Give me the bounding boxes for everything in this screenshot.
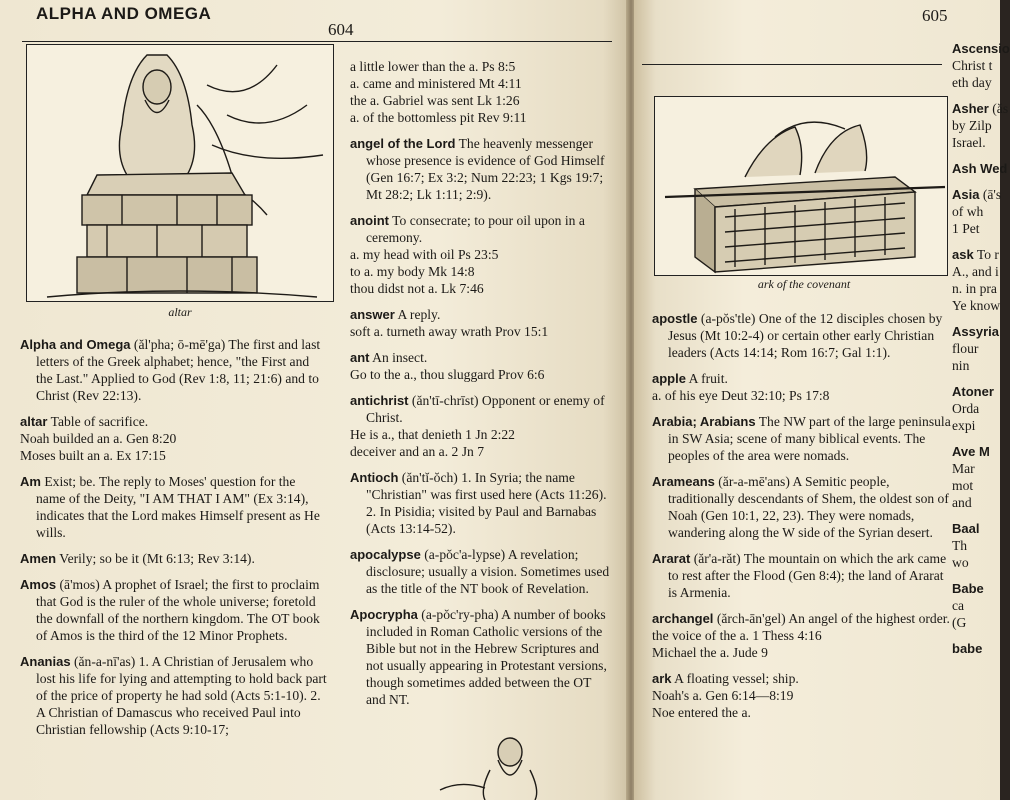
scripture-reference: the a. Gabriel was sent Lk 1:26: [350, 93, 520, 108]
scripture-reference: a. of his eye Deut 32:10; Ps 17:8: [652, 388, 830, 403]
dictionary-entry: [952, 383, 1000, 434]
right-page-right-column: [952, 40, 1010, 666]
entry-headword: Atoner: [952, 384, 994, 399]
scripture-reference: thou didst not a. Lk 7:46: [350, 281, 484, 296]
scripture-reference: Mar: [952, 461, 975, 476]
dictionary-entry: [20, 653, 328, 738]
entry-headword: Ash Wed: [952, 161, 1008, 176]
entry-headword: antichrist: [350, 393, 409, 408]
scripture-reference: expi: [952, 418, 976, 433]
scripture-reference: a. of the bottomless pit Rev 9:11: [350, 110, 527, 125]
dictionary-entry: [952, 443, 1000, 511]
entry-headword: anoint: [350, 213, 389, 228]
dictionary-entry: [952, 520, 1000, 571]
scripture-reference: A., and i: [952, 264, 999, 279]
dictionary-entry: [20, 336, 328, 404]
entry-headword: apple: [652, 371, 686, 386]
dictionary-entry: [350, 606, 612, 708]
scripture-reference: mot: [952, 478, 974, 493]
scripture-reference: ca: [952, 598, 965, 613]
dictionary-entry: [952, 640, 1000, 657]
right-column: [350, 58, 612, 717]
dictionary-entry: [350, 392, 612, 460]
entry-definition: A number of books included in Roman Catholic versions of the Bible but not in the Hebrew Scriptures and not usually appearing in Protestant versions, though sometimes added between the OT and NT.: [366, 607, 607, 707]
altar-illustration: [26, 44, 334, 302]
scripture-reference: Noah's a. Gen 6:14—8:19: [652, 688, 794, 703]
scripture-reference: (G: [952, 615, 967, 630]
entry-headword: Ananias: [20, 654, 71, 669]
entry-headword: angel of the Lord: [350, 136, 456, 151]
entry-definition: To consecrate; to pour oil upon in a ceremony.: [366, 213, 585, 245]
entry-definition: The heavenly messenger whose presence is evidence of God Himself (Gen 16:7; Ex 3:2; Num 22:23; 1 Kgs 19:7; Mt 28:2; Lk 1:11; 2:9).: [366, 136, 605, 202]
page-number-right: 605: [922, 6, 948, 25]
entry-definition: A reply.: [394, 307, 441, 322]
right-page-left-column: [652, 310, 952, 730]
altar-drawing: [27, 45, 333, 301]
dictionary-entry: [952, 323, 1000, 374]
scripture-reference: Christ t: [952, 58, 993, 73]
entry-definition: A fruit.: [685, 371, 728, 386]
scripture-reference: soft a. turneth away wrath Prov 15:1: [350, 324, 549, 339]
scripture-reference: 1 Pet: [952, 221, 980, 236]
dictionary-entry: [20, 576, 328, 644]
entry-definition: One of the 12 disciples chosen by Jesus (Mt 10:2-4) or certain other early Christian leaders (Acts 14:14; Rom 16:7; Gal 1:1).: [668, 311, 943, 360]
entry-pronunciation: (ăr'a-răt): [690, 551, 741, 566]
scripture-reference: flour: [952, 341, 979, 356]
scripture-reference: a. came and ministered Mt 4:11: [350, 76, 522, 91]
right-page: [634, 0, 1010, 800]
dictionary-entry: [652, 310, 952, 361]
entry-pronunciation: (ărch-ān'gel): [713, 611, 786, 626]
dictionary-entry: [350, 349, 612, 383]
entry-pronunciation: (ăs: [988, 101, 1009, 116]
scripture-reference: of wh: [952, 204, 984, 219]
entry-pronunciation: (a-pŏc'ry-pha): [417, 607, 499, 622]
entry-headword: altar: [20, 414, 48, 429]
entry-definition: A Semitic people, traditionally descendants of Shem, the oldest son of Noah (Gen 10:1, 22, 23). They were nomads, wandering along the W side of the Syrian desert.: [668, 474, 949, 540]
dictionary-entry: [20, 473, 328, 541]
entry-headword: Arameans: [652, 474, 715, 489]
entry-headword: babe: [952, 641, 983, 656]
scripture-reference: Moses built an a. Ex 17:15: [20, 448, 166, 463]
scripture-reference: wo: [952, 555, 969, 570]
scripture-reference: Israel.: [952, 135, 986, 150]
scripture-reference: Noe entered the a.: [652, 705, 751, 720]
entry-headword: Ave M: [952, 444, 990, 459]
illustration-caption-right: ark of the covenant: [757, 277, 851, 291]
dictionary-entry: [652, 550, 952, 601]
entry-definition: A prophet of Israel; the first to proclaim that God is the ruler of the whole universe; foretold the downfall of the northern kingdom. The OT book of Amos is the third of the 12 Minor Prophets.: [36, 577, 320, 643]
dictionary-entry: [952, 246, 1000, 314]
header-rule-right: [642, 64, 942, 65]
entry-headword: ask: [952, 247, 974, 262]
entry-definition: 1. In Syria; the name "Christian" was first used here (Acts 11:26). 2. In Pisidia; visited by Paul and Barnabas (Acts 13:14-52).: [366, 470, 607, 536]
dictionary-entry: [20, 550, 328, 567]
entry-pronunciation: (ăl'pha; ō-mē'ga): [130, 337, 226, 352]
entry-headword: apocalypse: [350, 547, 421, 562]
entry-headword: Amen: [20, 551, 57, 566]
dictionary-entry: [350, 212, 612, 297]
entry-pronunciation: (ăr-a-mē'ans): [714, 474, 790, 489]
dictionary-entry: [952, 580, 1000, 631]
dictionary-entry: [652, 413, 952, 464]
entry-pronunciation: (ăn'tĭ-ŏch): [398, 470, 458, 485]
scripture-reference: the voice of the a. 1 Thess 4:16: [652, 628, 822, 643]
dictionary-entry: [652, 610, 952, 661]
entry-headword: Antioch: [350, 470, 399, 485]
scripture-reference: Orda: [952, 401, 980, 416]
dictionary-entry: [350, 546, 612, 597]
scripture-reference: Th: [952, 538, 968, 553]
entry-headword: archangel: [652, 611, 714, 626]
entry-definition: 1. A Christian of Jerusalem who lost his life for lying and attempting to hold back part of the price of property he had sold (Acts 5:1-10). 2. A Christian of Damascus who received Paul into Christian fellowship (Acts 9:10-17;: [36, 654, 327, 737]
scripture-reference: Michael the a. Jude 9: [652, 645, 768, 660]
dictionary-entry: [350, 135, 612, 203]
entry-headword: Asher: [952, 101, 989, 116]
dictionary-entry: [952, 186, 1000, 237]
illustration-caption: altar: [168, 305, 192, 319]
ark-illustration: [654, 96, 948, 276]
dictionary-entry: [652, 473, 952, 541]
entry-pronunciation: (a-pŏs'tle): [697, 311, 756, 326]
entry-definition: The NW part of the large peninsula in SW Asia; scene of many biblical events. The peoples of the area were nomads.: [668, 414, 951, 463]
dictionary-entry: [350, 306, 612, 340]
entry-definition: Exist; be. The reply to Moses' question for the name of the Deity, "I AM THAT I AM" (Ex 3:14), indicates that the Lord makes Himself present as He wills.: [36, 474, 320, 540]
entry-definition: Opponent or enemy of Christ.: [366, 393, 605, 425]
entry-headword: Alpha and Omega: [20, 337, 131, 352]
entry-definition: Verily; so be it (Mt 6:13; Rev 3:14).: [56, 551, 255, 566]
running-head: ALPHA AND OMEGA: [36, 4, 212, 23]
entry-headword: ark: [652, 671, 672, 686]
entry-definition: The mountain on which the ark came to rest after the Flood (Gen 8:4); the land of Ararat is Armenia.: [668, 551, 947, 600]
entry-headword: Ascensio: [952, 41, 1010, 56]
entry-headword: Asia: [952, 187, 980, 202]
entry-definition: Table of sacrifice.: [47, 414, 149, 429]
entry-pronunciation: (ā's: [979, 187, 1002, 202]
scripture-reference: Noah builded an a. Gen 8:20: [20, 431, 177, 446]
scripture-reference: Go to the a., thou sluggard Prov 6:6: [350, 367, 545, 382]
scripture-reference: n. in pra: [952, 281, 997, 296]
dictionary-entry: [952, 100, 1009, 151]
scripture-reference: He is a., that denieth 1 Jn 2:22: [350, 427, 515, 442]
entry-headword: Apocrypha: [350, 607, 418, 622]
entry-definition: An angel of the highest order.: [785, 611, 950, 626]
entry-headword: Babe: [952, 581, 984, 596]
entry-definition: A revelation; disclosure; usually a vision. Sometimes used as the title of the NT book of Revelation.: [366, 547, 610, 596]
entry-headword: Assyria: [952, 324, 999, 339]
scripture-reference: and: [952, 495, 972, 510]
header-rule: [22, 41, 612, 42]
scripture-reference: a little lower than the a. Ps 8:5: [350, 59, 516, 74]
ark-drawing: [655, 97, 947, 275]
page-number-left: 604: [328, 20, 354, 39]
scripture-reference: nin: [952, 358, 970, 373]
entry-pronunciation: (ăn-a-nī'as): [70, 654, 136, 669]
entry-pronunciation: (ā'mos): [56, 577, 100, 592]
dictionary-entry: [20, 413, 328, 464]
entry-definition: The first and last letters of the Greek alphabet; hence, "the First and the Last." Applied to God (Rev 1:8, 11; 21:6) and to Christ (Rev 22:13).: [36, 337, 321, 403]
scripture-reference: a. my head with oil Ps 23:5: [350, 247, 499, 262]
left-column: [20, 336, 328, 747]
scripture-reference: eth day: [952, 75, 992, 90]
scripture-reference: by Zilp: [952, 118, 992, 133]
entry-headword: Baal: [952, 521, 980, 536]
dictionary-entry: [652, 670, 952, 721]
scripture-reference: Ye know: [952, 298, 1001, 313]
figure-illustration: [430, 730, 550, 800]
entry-headword: answer: [350, 307, 395, 322]
entry-headword: apostle: [652, 311, 698, 326]
entry-headword: ant: [350, 350, 370, 365]
scripture-reference: to a. my body Mk 14:8: [350, 264, 475, 279]
entry-headword: Amos: [20, 577, 57, 592]
entry-pronunciation: (a-pŏc'a-lypse): [420, 547, 506, 562]
entry-pronunciation: (ăn'tī-chrīst): [408, 393, 479, 408]
entry-headword: Arabia; Arabians: [652, 414, 756, 429]
dictionary-entry: [952, 160, 1008, 177]
dictionary-entry: [350, 469, 612, 537]
entry-definition: An insect.: [369, 350, 428, 365]
entry-definition: To r: [973, 247, 999, 262]
entry-headword: Am: [20, 474, 41, 489]
dictionary-entry: [652, 370, 952, 404]
dictionary-entry: [952, 40, 1010, 91]
entry-definition: A floating vessel; ship.: [671, 671, 799, 686]
dictionary-entry: [350, 58, 612, 126]
scripture-reference: deceiver and an a. 2 Jn 7: [350, 444, 484, 459]
entry-headword: Ararat: [652, 551, 691, 566]
